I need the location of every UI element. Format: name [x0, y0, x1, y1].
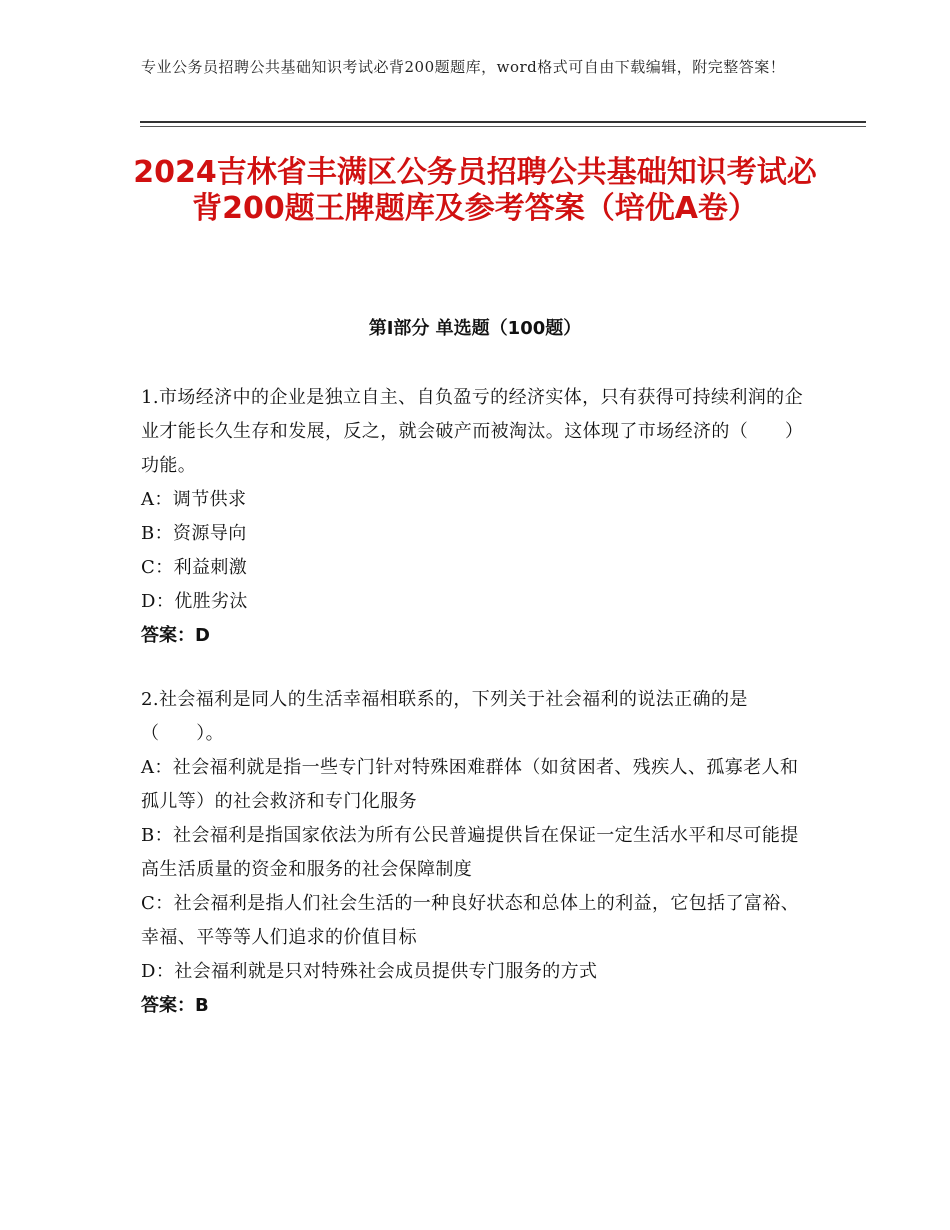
option-a: A：社会福利就是指一些专门针对特殊困难群体（如贫困者、残疾人、孤寡老人和孤儿等）的社会救济和专门化服务 — [141, 757, 799, 812]
option-c: C：社会福利是指人们社会生活的一种良好状态和总体上的利益，它包括了富裕、幸福、平等等人们追求的价值目标 — [141, 893, 800, 948]
question-2 — [141, 683, 807, 1023]
option-a: A：调节供求 — [141, 489, 247, 510]
header-divider-thick — [140, 121, 866, 123]
option-b: B：资源导向 — [141, 523, 247, 544]
question-1 — [141, 381, 807, 653]
option-b: B：社会福利是指国家依法为所有公民普遍提供旨在保证一定生活水平和尽可能提高生活质量的资金和服务的社会保障制度 — [141, 825, 799, 880]
answer-label: 答案：B — [141, 995, 209, 1016]
section-title: 第Ⅰ部分 单选题（100题） — [368, 318, 582, 339]
document-title: 2024吉林省丰满区公务员招聘公共基础知识考试必背200题王牌题库及参考答案（培优A卷） — [133, 155, 817, 226]
option-c: C：利益刺激 — [141, 557, 248, 578]
question-stem: 2.社会福利是同人的生活幸福相联系的，下列关于社会福利的说法正确的是（ ）。 — [141, 689, 748, 744]
question-list — [141, 381, 807, 1053]
option-d: D：优胜劣汰 — [141, 591, 248, 612]
option-d: D：社会福利就是只对特殊社会成员提供专门服务的方式 — [141, 961, 598, 982]
question-stem: 1.市场经济中的企业是独立自主、自负盈亏的经济实体，只有获得可持续利润的企业才能长久生存和发展，反之，就会破产而被淘汰。这体现了市场经济的（ ）功能。 — [141, 387, 804, 476]
header-divider-thin — [140, 126, 866, 127]
header-note: 专业公务员招聘公共基础知识考试必背200题题库，word格式可自由下载编辑，附完整答案！ — [141, 58, 786, 76]
answer-label: 答案：D — [141, 625, 210, 646]
